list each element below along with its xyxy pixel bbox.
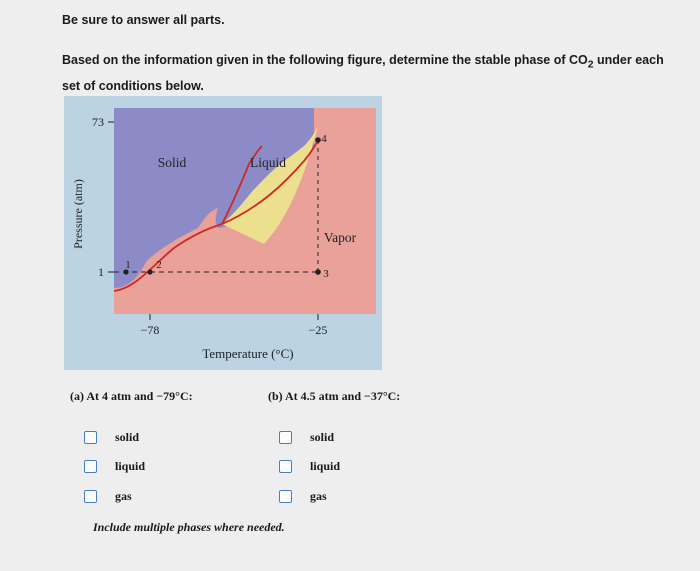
part-a-option-liquid-label: liquid [115,459,146,473]
x-tick-label-25: −25 [308,323,328,337]
point-4 [315,137,321,143]
part-b-option-gas-label: gas [310,489,327,503]
question-subscript: 2 [587,59,594,71]
part-a-checkbox-liquid[interactable] [84,460,97,473]
x-axis-label: Temperature (°C) [202,346,294,361]
part-a-option-liquid[interactable] [84,459,145,474]
point-label-1: 1 [125,259,131,271]
multiple-phases-note: Include multiple phases where needed. [93,520,285,534]
part-a-checkbox-gas[interactable] [84,490,97,503]
part-b-label: (b) At 4.5 atm and −37°C: [268,389,401,403]
phase-diagram-svg [64,96,382,370]
phase-diagram [64,96,382,370]
part-b-checkbox-liquid[interactable] [279,460,292,473]
region-label-solid: Solid [157,155,187,170]
y-tick-label-1: 1 [98,265,104,279]
part-a-option-solid-label: solid [115,430,140,444]
part-a-option-gas-label: gas [115,489,132,503]
y-tick-label-73: 73 [92,115,104,129]
region-label-liquid: Liquid [250,155,286,170]
region-label-vapor: Vapor [323,230,357,245]
part-b-checkbox-solid[interactable] [279,431,292,444]
instruction-text: Be sure to answer all parts. [62,13,225,27]
y-axis-label: Pressure (atm) [71,179,85,249]
part-a-checkbox-solid[interactable] [84,431,97,444]
x-tick-label-78: −78 [140,323,160,337]
question-tail: under each set of conditions below. [62,53,664,93]
question-text [62,50,682,96]
point-2 [147,269,152,274]
point-label-2: 2 [156,259,162,271]
question-lead: Based on the information given in the following figure, determine the stable phase of CO [62,53,588,67]
part-a-option-gas[interactable] [84,489,132,504]
point-label-3: 3 [323,268,329,280]
part-b-checkbox-gas[interactable] [279,490,292,503]
part-b-option-solid-label: solid [310,430,335,444]
part-b-option-solid[interactable] [279,430,334,445]
point-3 [315,269,321,275]
part-b-option-liquid[interactable] [279,459,340,474]
part-b-option-liquid-label: liquid [310,459,341,473]
part-a-label: (a) At 4 atm and −79°C: [70,389,193,403]
part-b-option-gas[interactable] [279,489,327,504]
point-label-4: 4 [321,133,327,145]
part-a-option-solid[interactable] [84,430,139,445]
